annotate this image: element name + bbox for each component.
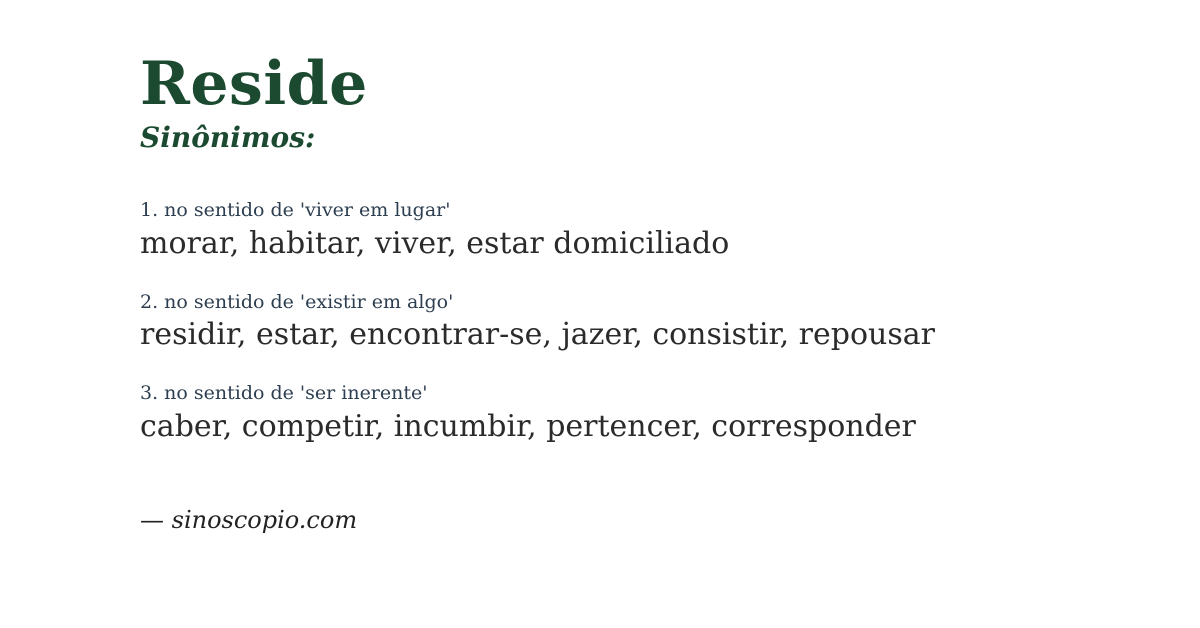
sense-synonyms: morar, habitar, viver, estar domiciliado [140, 225, 730, 261]
sense-label: 2. no sentido de 'existir em algo' [140, 290, 454, 313]
sense-label: 1. no sentido de 'viver em lugar' [140, 199, 451, 221]
senses-list [140, 198, 1140, 446]
sense-synonyms: residir, estar, encontrar-se, jazer, consistir, repousar [140, 317, 935, 353]
sense-label: 3. no sentido de 'ser inerente' [140, 382, 428, 405]
sense-item-3 [140, 381, 1140, 446]
page-title: Reside [140, 49, 368, 119]
sense-synonyms: caber, competir, incumbir, pertencer, corresponder [140, 408, 916, 444]
source-attribution: — sinoscopio.com [140, 505, 358, 534]
synonyms-heading: Sinônimos: [140, 121, 316, 154]
sense-item-1 [140, 198, 1140, 263]
sense-item-2 [140, 290, 1140, 355]
